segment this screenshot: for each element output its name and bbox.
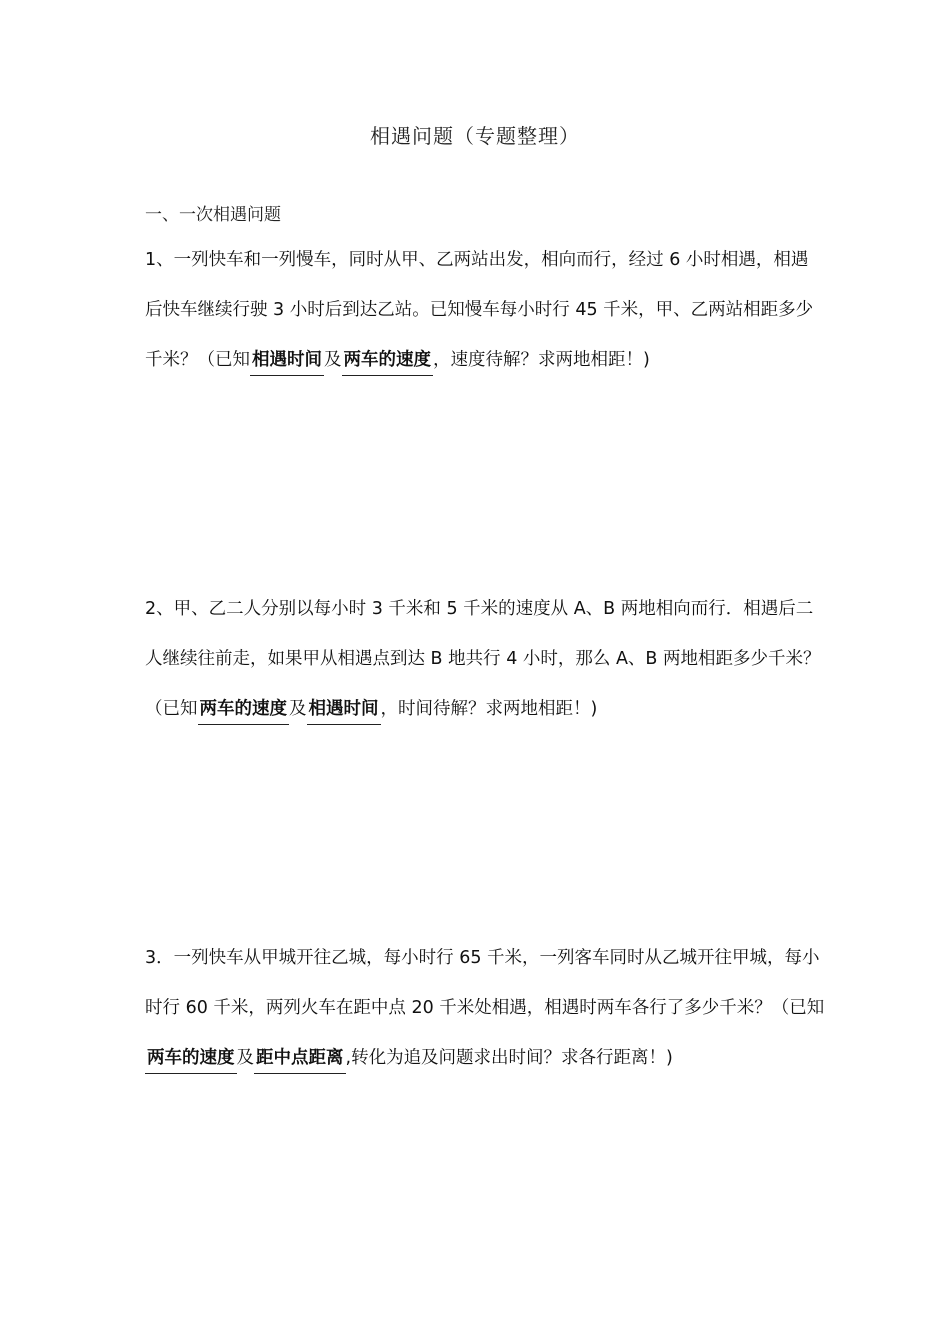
keyword-underlined: 两车的速度 xyxy=(198,698,290,725)
connector-text: 及 xyxy=(236,1048,254,1068)
keyword-underlined: 相遇时间 xyxy=(250,349,324,376)
problem-tail: ,转化为追及问题求出时间？求各行距离！) xyxy=(345,1048,673,1068)
keyword-underlined: 相遇时间 xyxy=(307,698,381,725)
problem-1 xyxy=(145,235,825,385)
section-heading: 一、一次相遇问题 xyxy=(145,205,281,225)
problem-tail: ，时间待解？求两地相距！) xyxy=(380,699,598,719)
problem-text: 1、一列快车和一列慢车，同时从甲、乙两站出发，相向而行，经过 6 小时相遇，相遇后快车继续行驶 3 小时后到达乙站。已知慢车每小时行 45 千米，甲、乙两站相距多少千米？（已知 xyxy=(145,250,814,370)
document-title: 相遇问题（专题整理） xyxy=(370,124,580,148)
keyword-underlined: 距中点距离 xyxy=(254,1047,346,1074)
problem-3 xyxy=(145,933,825,1083)
connector-text: 及 xyxy=(289,699,307,719)
problem-tail: ，速度待解？求两地相距！) xyxy=(433,350,650,370)
problem-text: 3．一列快车从甲城开往乙城，每小时行 65 千米，一列客车同时从乙城开往甲城，每小时行 60 千米，两列火车在距中点 20 千米处相遇，相遇时两车各行了多少千米？（已知 xyxy=(145,948,825,1018)
problem-text: 2、甲、乙二人分别以每小时 3 千米和 5 千米的速度从 A、B 两地相向而行．相遇后二人继续往前走，如果甲从相遇点到达 B 地共行 4 小时，那么 A、B 两地相距多少千米？（已知 xyxy=(145,599,821,719)
keyword-underlined: 两车的速度 xyxy=(342,349,434,376)
connector-text: 及 xyxy=(324,350,342,370)
problem-2 xyxy=(145,584,825,734)
keyword-underlined: 两车的速度 xyxy=(145,1047,237,1074)
